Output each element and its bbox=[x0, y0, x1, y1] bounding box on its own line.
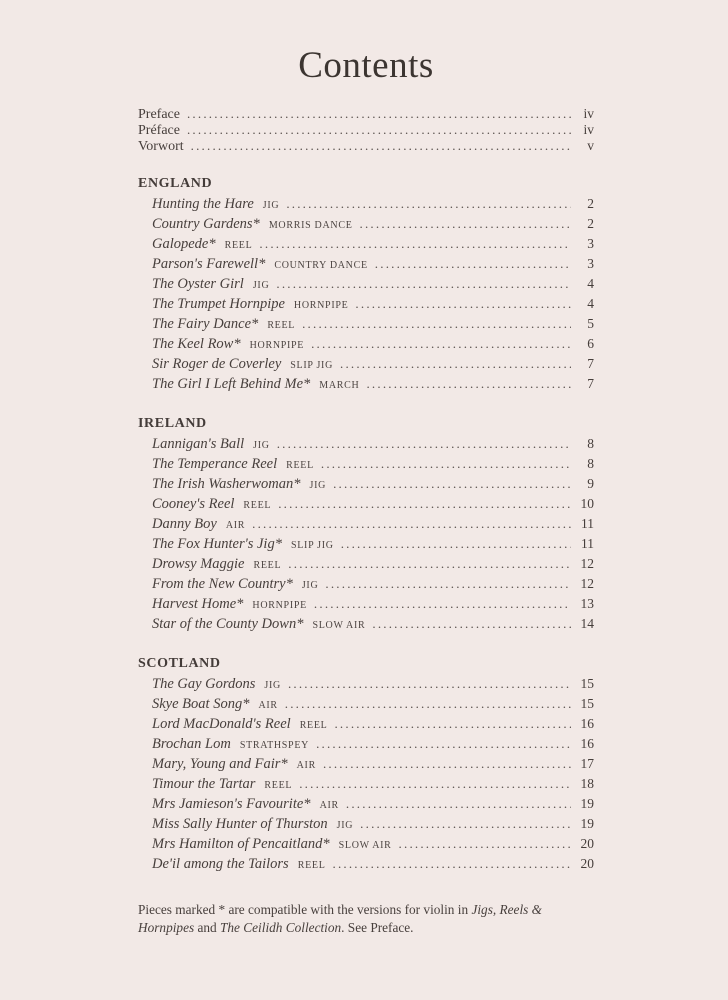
entry-type-label: MORRIS DANCE bbox=[268, 220, 353, 231]
toc-section bbox=[138, 654, 594, 874]
toc-entry bbox=[152, 554, 594, 574]
leader-dots bbox=[375, 254, 571, 274]
toc-entry bbox=[152, 534, 594, 554]
front-matter-entry bbox=[138, 106, 594, 122]
leader-dots bbox=[366, 374, 571, 394]
entry-type-label: AIR bbox=[296, 760, 316, 771]
footnote-book-title-1: Jigs, Reels & Hornpipes bbox=[138, 902, 542, 935]
entry-page-number: 4 bbox=[587, 276, 594, 291]
leader-dots bbox=[191, 138, 571, 154]
entry-page-number: 7 bbox=[587, 376, 594, 391]
leader-dots bbox=[333, 474, 571, 494]
entry-type-label: JIG bbox=[309, 480, 327, 491]
entry-page-number: 9 bbox=[587, 476, 594, 491]
entry-type-label: REEL bbox=[286, 460, 314, 471]
toc-entry bbox=[152, 854, 594, 874]
leader-dots bbox=[372, 614, 571, 634]
leader-dots bbox=[360, 214, 571, 234]
entry-type-label: REEL bbox=[243, 500, 272, 511]
entry-type-label: HORNPIPE bbox=[249, 340, 305, 351]
toc-entry bbox=[152, 794, 594, 814]
toc-entry bbox=[152, 514, 594, 534]
entry-type-label: JIG bbox=[262, 200, 280, 211]
entry-title: The Temperance Reel bbox=[152, 456, 278, 472]
entry-title: Skye Boat Song* bbox=[152, 696, 250, 712]
entry-title: The Fairy Dance* bbox=[152, 316, 259, 332]
leader-dots bbox=[314, 594, 571, 614]
leader-dots bbox=[276, 274, 571, 294]
entry-title: Mary, Young and Fair* bbox=[152, 756, 288, 772]
leader-dots bbox=[323, 754, 571, 774]
entry-title: Star of the County Down* bbox=[152, 616, 304, 632]
entry-type-label: REEL bbox=[267, 320, 296, 331]
entry-type-label: AIR bbox=[258, 700, 278, 711]
toc-entry bbox=[152, 834, 594, 854]
leader-dots bbox=[288, 674, 571, 694]
entry-title: Galopede* bbox=[152, 236, 216, 252]
entry-page-number: 7 bbox=[587, 356, 594, 371]
entry-page-number: 13 bbox=[580, 596, 594, 611]
entry-page-number: 11 bbox=[581, 536, 594, 551]
entry-title: Brochan Lom bbox=[152, 736, 231, 752]
entry-page-number: 16 bbox=[580, 736, 594, 751]
entry-type-label: REEL bbox=[299, 720, 328, 731]
entry-type-label: HORNPIPE bbox=[293, 300, 349, 311]
footnote-text-before: Pieces marked * are compatible with the versions for violin in bbox=[138, 902, 472, 917]
toc-entry bbox=[152, 294, 594, 314]
footnote-text-middle: and bbox=[194, 919, 221, 935]
section-entries bbox=[152, 674, 594, 874]
toc-entry bbox=[152, 814, 594, 834]
toc-entry bbox=[152, 674, 594, 694]
entry-type-label: SLIP JIG bbox=[290, 360, 333, 371]
entry-page-number: 2 bbox=[587, 196, 594, 211]
entry-page-number: 8 bbox=[587, 436, 594, 451]
toc-entry bbox=[152, 494, 594, 514]
entry-page-number: 15 bbox=[580, 676, 594, 691]
toc-entry bbox=[152, 354, 594, 374]
entry-page-number: 14 bbox=[580, 616, 594, 631]
entry-title: The Girl I Left Behind Me* bbox=[152, 376, 311, 392]
entry-page-number: 3 bbox=[587, 256, 594, 271]
entry-type-label: REEL bbox=[297, 860, 326, 871]
entry-type-label: HORNPIPE bbox=[252, 600, 307, 611]
toc-entry bbox=[152, 734, 594, 754]
section-entries bbox=[152, 434, 594, 634]
section-heading: IRELAND bbox=[138, 416, 207, 431]
entry-title: The Irish Washerwoman* bbox=[152, 476, 301, 492]
leader-dots bbox=[341, 534, 571, 554]
leader-dots bbox=[360, 814, 571, 834]
toc-entry bbox=[152, 234, 594, 254]
entry-type-label: JIG bbox=[253, 440, 270, 451]
entry-title: Parson's Farewell* bbox=[152, 256, 266, 272]
section-heading: SCOTLAND bbox=[138, 656, 221, 671]
leader-dots bbox=[325, 574, 571, 594]
entry-type-label: SLOW AIR bbox=[312, 620, 366, 631]
leader-dots bbox=[311, 334, 571, 354]
front-matter-page-number: v bbox=[587, 138, 594, 153]
footnote-text-after: . See Preface. bbox=[341, 919, 414, 935]
leader-dots bbox=[334, 714, 571, 734]
toc-section bbox=[138, 414, 594, 634]
leader-dots bbox=[299, 774, 571, 794]
toc-entry bbox=[152, 334, 594, 354]
leader-dots bbox=[399, 834, 571, 854]
toc-entry bbox=[152, 214, 594, 234]
toc-entry bbox=[152, 314, 594, 334]
leader-dots bbox=[187, 122, 571, 138]
entry-page-number: 19 bbox=[580, 796, 594, 811]
leader-dots bbox=[187, 106, 571, 122]
entry-type-label: REEL bbox=[224, 240, 253, 251]
entry-type-label: REEL bbox=[253, 560, 282, 571]
entry-title: From the New Country* bbox=[152, 576, 293, 592]
entry-title: Danny Boy bbox=[152, 516, 217, 532]
entry-type-label: SLIP JIG bbox=[290, 540, 334, 551]
leader-dots bbox=[355, 294, 571, 314]
toc-entry bbox=[152, 774, 594, 794]
toc-entry bbox=[152, 194, 594, 214]
entry-title: Lannigan's Ball bbox=[152, 436, 245, 452]
entry-title: The Trumpet Hornpipe bbox=[152, 296, 285, 312]
entry-type-label: REEL bbox=[264, 780, 293, 791]
toc-entry bbox=[152, 694, 594, 714]
entry-type-label: SLOW AIR bbox=[338, 840, 392, 851]
entry-page-number: 12 bbox=[580, 576, 594, 591]
entry-page-number: 5 bbox=[587, 316, 594, 331]
entry-title: Country Gardens* bbox=[152, 216, 260, 232]
entry-title: Miss Sally Hunter of Thurston bbox=[152, 816, 328, 832]
leader-dots bbox=[259, 234, 571, 254]
entry-title: Hunting the Hare bbox=[152, 196, 254, 212]
toc-entry bbox=[152, 614, 594, 634]
toc-entry bbox=[152, 434, 594, 454]
section-entries bbox=[152, 194, 594, 394]
contents-page bbox=[138, 0, 594, 949]
entry-title: The Gay Gordons bbox=[152, 676, 256, 692]
entry-page-number: 17 bbox=[580, 756, 594, 771]
toc-entry bbox=[152, 754, 594, 774]
entry-page-number: 20 bbox=[580, 836, 594, 851]
toc-section bbox=[138, 174, 594, 394]
section-heading: ENGLAND bbox=[138, 176, 213, 191]
front-matter-entry bbox=[138, 138, 594, 154]
toc-entry bbox=[152, 574, 594, 594]
leader-dots bbox=[333, 854, 572, 874]
entry-page-number: 3 bbox=[587, 236, 594, 251]
toc-entry bbox=[152, 714, 594, 734]
page-title: Contents bbox=[298, 45, 434, 86]
leader-dots bbox=[316, 734, 571, 754]
entry-title: De'il among the Tailors bbox=[152, 856, 289, 872]
entry-page-number: 8 bbox=[587, 456, 594, 471]
front-matter-label: Vorwort bbox=[138, 139, 184, 154]
leader-dots bbox=[277, 434, 571, 454]
entry-title: The Oyster Girl bbox=[152, 276, 244, 292]
toc-entry bbox=[152, 254, 594, 274]
entry-title: Harvest Home* bbox=[152, 596, 244, 612]
front-matter-label: Preface bbox=[138, 107, 180, 122]
leader-dots bbox=[346, 794, 571, 814]
entry-page-number: 19 bbox=[580, 816, 594, 831]
footnote-book-title-2: The Ceilidh Collection bbox=[220, 919, 342, 935]
entry-title: Timour the Tartar bbox=[152, 776, 256, 792]
toc-entry bbox=[152, 474, 594, 494]
entry-page-number: 12 bbox=[580, 556, 594, 571]
entry-title: Mrs Hamilton of Pencaitland* bbox=[152, 836, 330, 852]
entry-type-label: JIG bbox=[301, 580, 319, 591]
leader-dots bbox=[278, 494, 571, 514]
leader-dots bbox=[252, 514, 571, 534]
sections-container bbox=[138, 174, 594, 874]
toc-entry bbox=[152, 374, 594, 394]
entry-page-number: 15 bbox=[580, 696, 594, 711]
entry-title: Drowsy Maggie bbox=[152, 556, 245, 572]
front-matter-label: Préface bbox=[138, 123, 180, 138]
entry-type-label: JIG bbox=[264, 680, 281, 691]
entry-title: Mrs Jamieson's Favourite* bbox=[152, 796, 311, 812]
entry-title: The Fox Hunter's Jig* bbox=[152, 536, 282, 552]
entry-type-label: AIR bbox=[225, 520, 246, 531]
toc-entry bbox=[152, 274, 594, 294]
entry-title: Sir Roger de Coverley bbox=[152, 356, 282, 372]
leader-dots bbox=[288, 554, 571, 574]
leader-dots bbox=[285, 694, 571, 714]
entry-page-number: 2 bbox=[587, 216, 594, 231]
leader-dots bbox=[302, 314, 571, 334]
entry-page-number: 11 bbox=[581, 516, 594, 531]
entry-page-number: 6 bbox=[587, 336, 594, 351]
entry-type-label: MARCH bbox=[319, 380, 360, 391]
toc-entry bbox=[152, 594, 594, 614]
front-matter-entry bbox=[138, 122, 594, 138]
front-matter-list bbox=[138, 106, 594, 154]
entry-page-number: 20 bbox=[580, 856, 594, 871]
footnote bbox=[138, 901, 590, 936]
entry-title: Lord MacDonald's Reel bbox=[152, 716, 291, 732]
toc-entry bbox=[152, 454, 594, 474]
entry-type-label: AIR bbox=[319, 800, 339, 811]
entry-page-number: 18 bbox=[580, 776, 594, 791]
entry-type-label: STRATHSPEY bbox=[239, 740, 310, 751]
entry-type-label: JIG bbox=[336, 820, 354, 831]
entry-type-label: JIG bbox=[252, 280, 270, 291]
entry-page-number: 10 bbox=[580, 496, 594, 511]
entry-page-number: 4 bbox=[587, 296, 594, 311]
entry-type-label: COUNTRY DANCE bbox=[274, 260, 368, 271]
front-matter-page-number: iv bbox=[583, 122, 594, 137]
entry-page-number: 16 bbox=[580, 716, 594, 731]
leader-dots bbox=[286, 194, 571, 214]
front-matter-page-number: iv bbox=[583, 106, 594, 121]
entry-title: The Keel Row* bbox=[152, 336, 241, 352]
leader-dots bbox=[340, 354, 571, 374]
entry-title: Cooney's Reel bbox=[152, 496, 235, 512]
leader-dots bbox=[321, 454, 571, 474]
